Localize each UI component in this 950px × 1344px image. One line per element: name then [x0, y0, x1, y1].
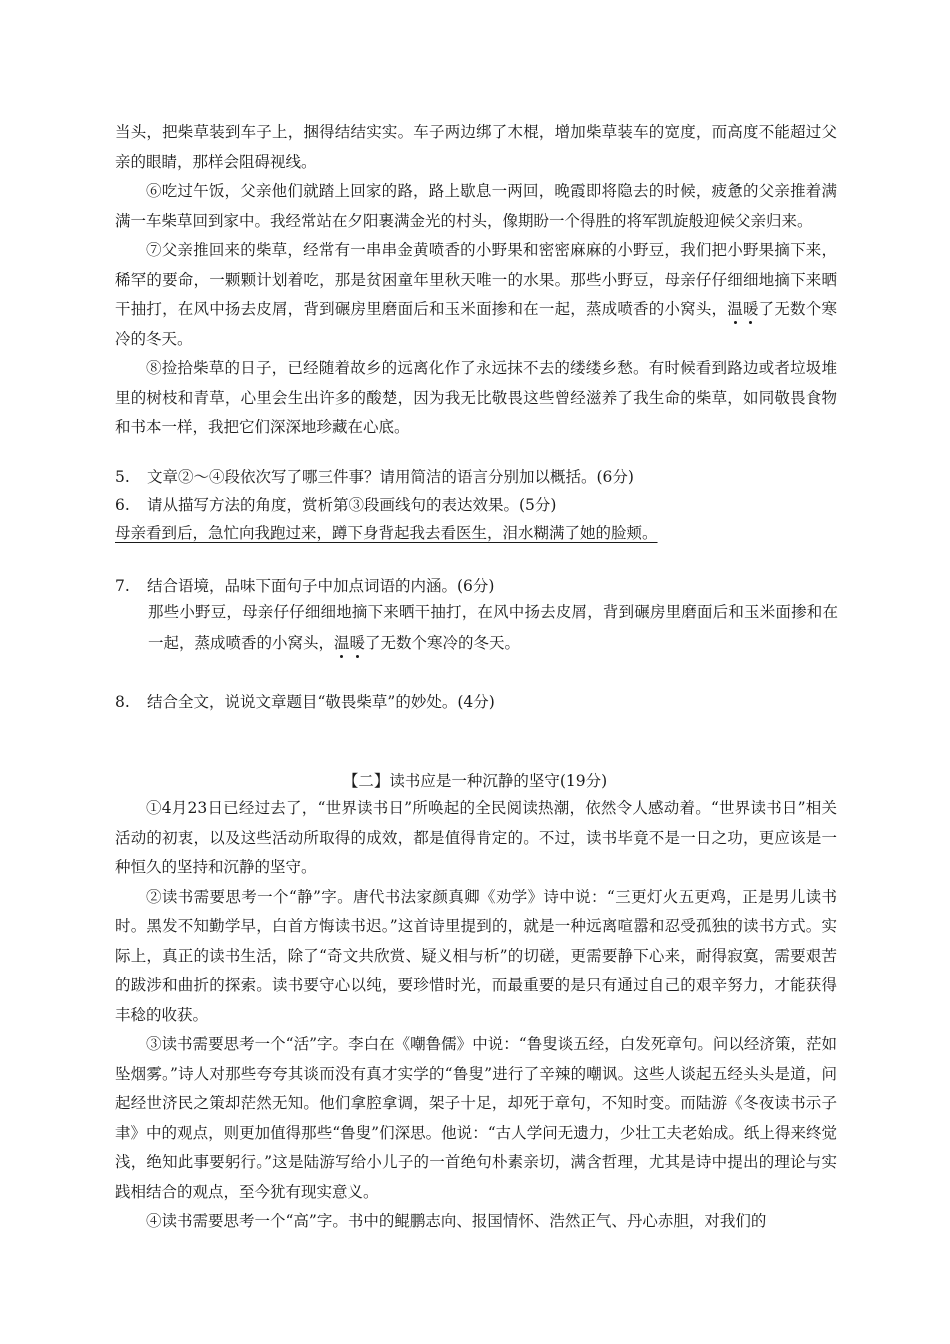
question-7: [115, 575, 837, 597]
question-number: 6.: [115, 496, 130, 514]
quoted-sentence: [148, 597, 838, 659]
emphasis-dot-char: 暖: [349, 634, 366, 652]
quoted-text-end: 了无数个寒冷的冬天。: [365, 634, 521, 652]
question-text: 结合全文，说说文章题目“敬畏柴草”的妙处。(4分): [147, 693, 495, 711]
passage2-paragraph-3: ③读书需要思考一个“活”字。李白在《嘲鲁儒》中说：“鲁叟谈五经，白发死章句。问以经济策，茫如坠烟雾。”诗人对那些夸夸其谈而没有真才实学的“鲁叟”进行了辛辣的嘲讽。这些人谈起五经头头是道，问起经世济民之策却茫然无知。他们拿腔拿调，架子十足，却死于章句，不知时变。而陆游《冬夜读书示子聿》中的观点，则更加值得那些“鲁叟”们深思。他说：“古人学问无遗力，少壮工夫老始成。纸上得来终觉浅，绝知此事要躬行。”这是陆游写给小儿子的一首绝句朴素亲切，满含哲理，尤其是诗中提出的理论与实践相结合的观点，至今犹有现实意义。: [115, 1035, 837, 1201]
question-6: [115, 494, 837, 516]
paragraph-5-end: 当头，把柴草装到车子上，捆得结结实实。车子两边绑了木棍，增加柴草装车的宽度，而高度不能超过父亲的眼睛，那样会阻碍视线。: [115, 123, 837, 171]
passage2-paragraph-4: ④读书需要思考一个“高”字。书中的鲲鹏志向、报国情怀、浩然正气、丹心赤胆，对我们的: [146, 1212, 767, 1230]
question-text: 结合语境，品味下面句子中加点词语的内涵。(6分): [147, 577, 495, 595]
passage2-paragraph-1: ①4月23日已经过去了，“世界读书日”所唤起的全民阅读热潮，依然令人感动着。“世界读书日”相关活动的初衷，以及这些活动所取得的成效，都是值得肯定的。不过，读书毕竟不是一日之功，更应该是一种恒久的坚持和沉静的坚守。: [115, 799, 837, 876]
underlined-sentence: 母亲看到后，急忙向我跑过来，蹲下身背起我去看医生，泪水糊满了她的脸颊。: [115, 524, 658, 542]
emphasis-dot-char: 暖: [742, 300, 759, 318]
paragraph-7: [115, 236, 837, 354]
passage2-paragraph-2: ②读书需要思考一个“静”字。唐代书法家颜真卿《劝学》诗中说：“三更灯火五更鸡，正是男儿读书时。黑发不知勤学早，白首方悔读书迟。”这首诗里提到的，就是一种远离喧嚣和忍受孤独的读书方式。实际上，真正的读书生活，除了“奇文共欣赏、疑义相与析”的切磋，更需要静下心来，耐得寂寞，需要艰苦的跋涉和曲折的探索。读书要守心以纯，要珍惜时光，而最重要的是只有通过自己的艰辛努力，才能获得丰稔的收获。: [115, 887, 837, 1024]
question-text: 文章②～④段依次写了哪三件事？请用简洁的语言分别加以概括。(6分): [147, 468, 634, 486]
question-number: 5.: [115, 468, 130, 486]
question-8: [115, 691, 837, 713]
emphasis-dot-char: 温: [334, 634, 350, 652]
paragraph-8: ⑧捡拾柴草的日子，已经随着故乡的远离化作了永远抹不去的缕缕乡愁。有时候看到路边或者垃圾堆里的树枝和青草，心里会生出许多的酸楚，因为我无比敬畏这些曾经滋养了我生命的柴草，如同敬畏食物和书本一样，我把它们深深地珍藏在心底。: [115, 359, 837, 436]
question-number: 8.: [115, 693, 130, 711]
passage2-title: 【二】读书应是一种沉静的坚守(19分): [342, 772, 608, 790]
passage1-body: [115, 118, 837, 443]
passage2-body: [115, 794, 837, 1237]
question-6-quote: [115, 522, 837, 544]
emphasis-dot-char: 温: [727, 300, 743, 318]
question-5: [115, 466, 837, 488]
question-7-quote: [148, 597, 838, 659]
paragraph-6: ⑥吃过午饭，父亲他们就踏上回家的路，路上歇息一两回，晚霞即将隐去的时候，疲惫的父亲推着满满一车柴草回到家中。我经常站在夕阳裹满金光的村头，像期盼一个得胜的将军凯旋般迎候父亲归来。: [115, 182, 837, 230]
question-number: 7.: [115, 577, 130, 595]
paragraph-7-text: ⑦父亲推回来的柴草，经常有一串串金黄喷香的小野果和密密麻麻的小野豆，我们把小野果摘下来，稀罕的要命，一颗颗计划着吃，那是贫困童年里秋天唯一的水果。那些小野豆，母亲仔仔细细地摘下来晒干抽打，在风中扬去皮屑，背到碾房里磨面后和玉米面掺和在一起，蒸成喷香的小窝头，: [115, 241, 837, 318]
quoted-text: 那些小野豆，母亲仔仔细细地摘下来晒干抽打，在风中扬去皮屑，背到碾房里磨面后和玉米面掺和在一起，蒸成喷香的小窝头，: [148, 603, 838, 652]
question-text: 请从描写方法的角度，赏析第③段画线句的表达效果。(5分): [147, 496, 557, 514]
paragraph-7-text-end: 了无数个寒冷的冬天。: [115, 300, 837, 348]
